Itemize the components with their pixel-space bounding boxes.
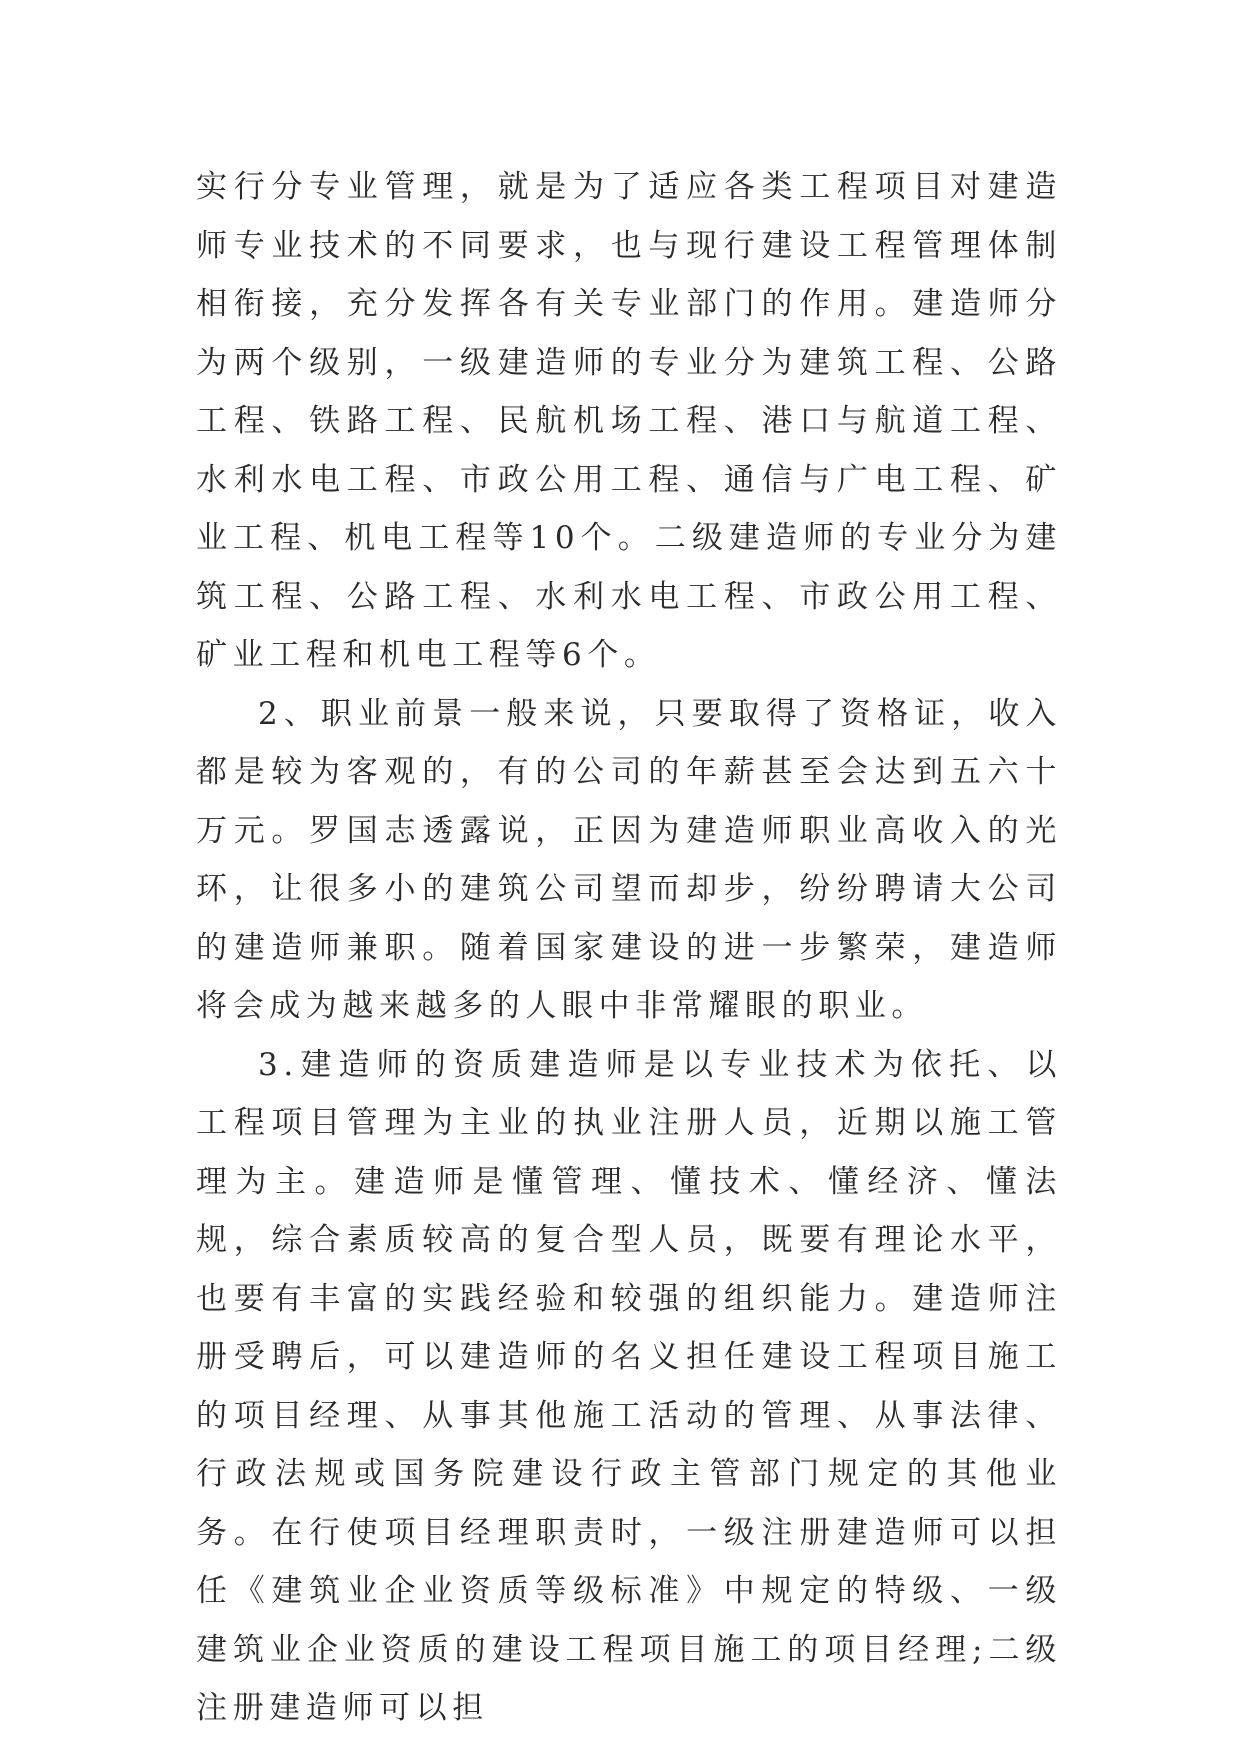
document-body (196, 158, 1062, 1738)
paragraph-qualifications: 3.建造师的资质建造师是以专业技术为依托、以工程项目管理为主业的执业注册人员，近期以施工管理为主。建造师是懂管理、懂技术、懂经济、懂法规，综合素质较高的复合型人员，既要有理论水平，也要有丰富的实践经验和较强的组织能力。建造师注册受聘后，可以建造师的名义担任建设工程项目施工的项目经理、从事其他施工活动的管理、从事法律、行政法规或国务院建设行政主管部门规定的其他业务。在行使项目经理职责时，一级注册建造师可以担任《建筑业企业资质等级标准》中规定的特级、一级建筑业企业资质的建设工程项目施工的项目经理;二级注册建造师可以担 (196, 1046, 1062, 1726)
paragraph-career-prospects: 2、职业前景一般来说，只要取得了资格证，收入都是较为客观的，有的公司的年薪甚至会达到五六十万元。罗国志透露说，正因为建造师职业高收入的光环，让很多小的建筑公司望而却步，纷纷聘请大公司的建造师兼职。随着国家建设的进一步繁荣，建造师将会成为越来越多的人眼中非常耀眼的职业。 (196, 695, 1062, 1024)
paragraph-professional-categories: 实行分专业管理，就是为了适应各类工程项目对建造师专业技术的不同要求，也与现行建设工程管理体制相衔接，充分发挥各有关专业部门的作用。建造师分为两个级别，一级建造师的专业分为建筑工程、公路工程、铁路工程、民航机场工程、港口与航道工程、水利水电工程、市政公用工程、通信与广电工程、矿业工程、机电工程等10个。二级建造师的专业分为建筑工程、公路工程、水利水电工程、市政公用工程、矿业工程和机电工程等6个。 (196, 169, 1062, 673)
